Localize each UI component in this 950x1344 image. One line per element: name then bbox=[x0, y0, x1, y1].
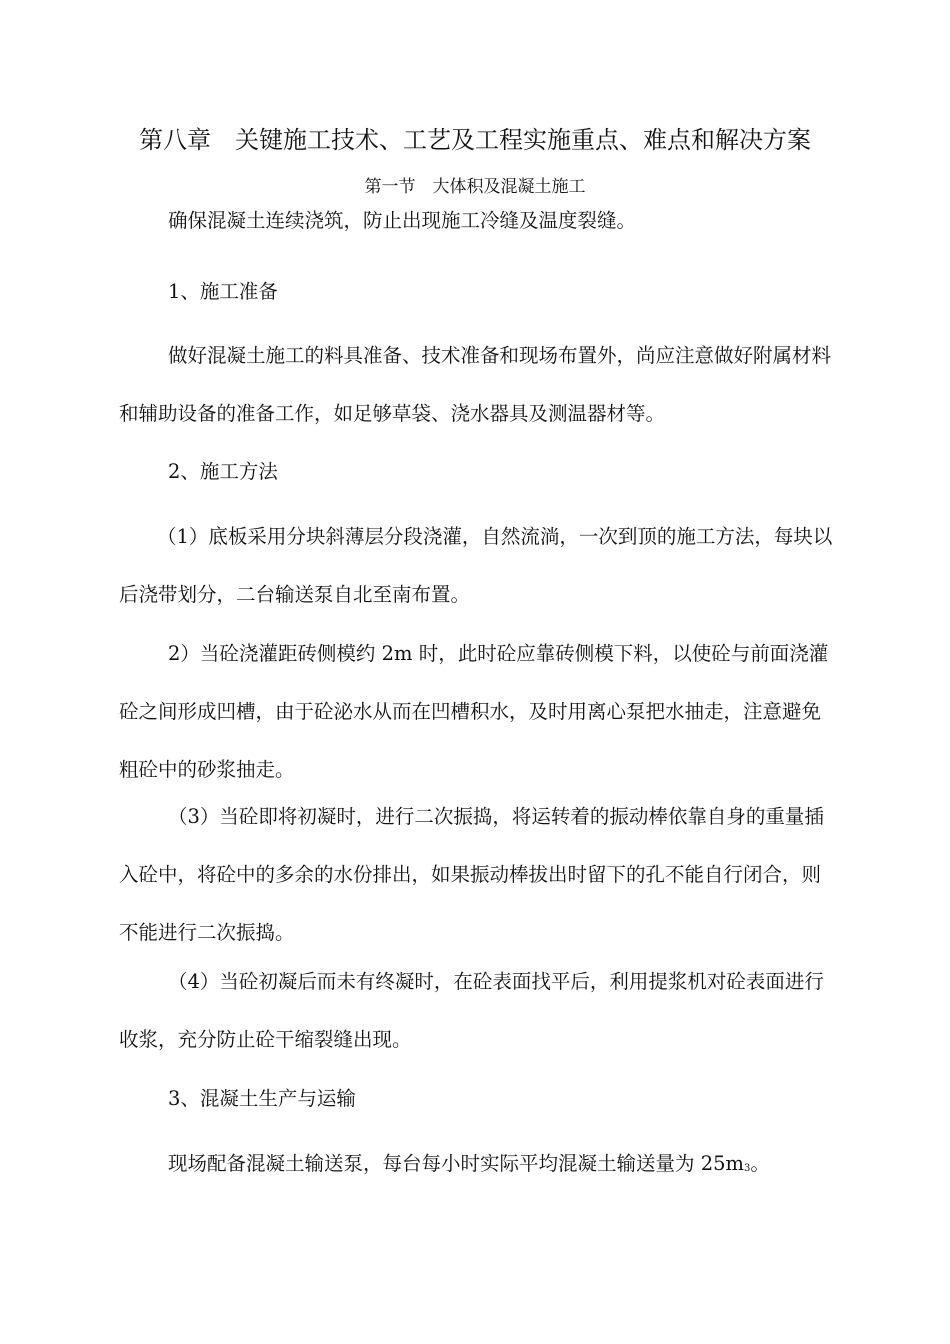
chapter-title: 第八章 关键施工技术、工艺及工程实施重点、难点和解决方案 bbox=[139, 126, 811, 154]
unit-superscript: 3 bbox=[744, 1163, 751, 1174]
paragraph-method-4: （4）当砼初凝后而未有终凝时，在砼表面找平后，利用提浆机对砼表面进行收浆，充分防止砼干缩裂缝出现。 bbox=[119, 970, 824, 1051]
production-text: 现场配备混凝土输送泵，每台每小时实际平均混凝土输送量为 25m bbox=[168, 1152, 745, 1175]
section-title: 第一节 大体积及混凝土施工 bbox=[364, 177, 586, 197]
paragraph-method-1: （1）底板采用分块斜薄层分段浇灌，自然流淌，一次到顶的施工方法，每块以后浇带划分，二台输送泵自北至南布置。 bbox=[119, 525, 833, 606]
paragraph-production bbox=[119, 1135, 833, 1197]
paragraph-preparation: 做好混凝土施工的料具准备、技术准备和现场布置外，尚应注意做好附属材料和辅助设备的准备工作，如足够草袋、浇水器具及测温器材等。 bbox=[119, 344, 832, 425]
production-text-end: 。 bbox=[750, 1152, 770, 1175]
heading-preparation: 1、施工准备 bbox=[168, 280, 278, 303]
paragraph-method-3: （3）当砼即将初凝时，进行二次振捣，将运转着的振动棒依靠自身的重量插入砼中，将砼中的多余的水份排出，如果振动棒拔出时留下的孔不能自行闭合，则不能进行二次振捣。 bbox=[119, 805, 824, 944]
heading-production: 3、混凝土生产与运输 bbox=[168, 1087, 356, 1110]
heading-method: 2、施工方法 bbox=[168, 460, 278, 483]
paragraph-method-2: 2）当砼浇灌距砖侧模约 2m 时，此时砼应靠砖侧模下料，以使砼与前面浇灌砼之间形成凹槽，由于砼泌水从而在凹槽积水，及时用离心泵把水抽走，注意避免粗砼中的砂浆抽走。 bbox=[119, 642, 829, 781]
intro-paragraph: 确保混凝土连续浇筑，防止出现施工冷缝及温度裂缝。 bbox=[168, 209, 637, 232]
